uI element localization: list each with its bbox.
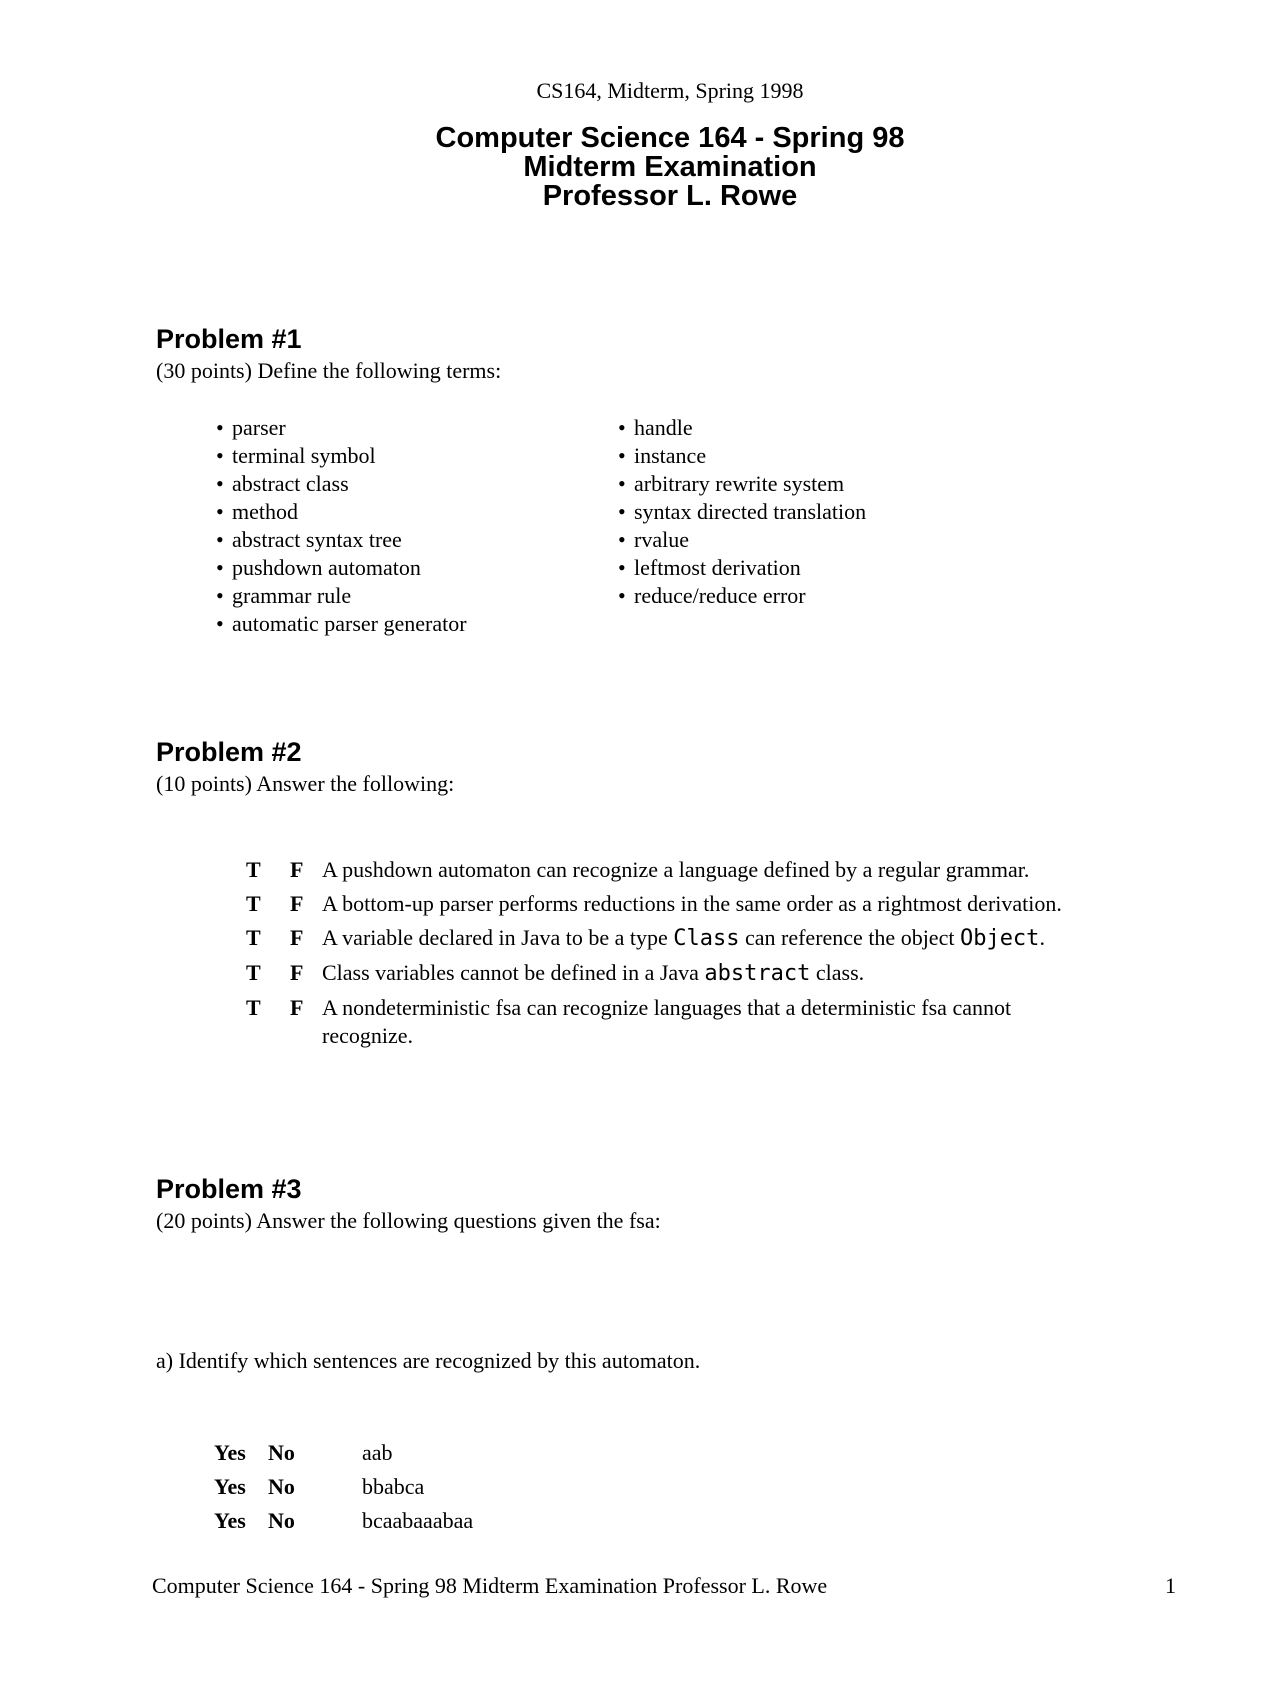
false-option[interactable]: F — [290, 925, 304, 950]
yes-option[interactable]: Yes — [214, 1474, 246, 1499]
term-text: pushdown automaton — [232, 555, 421, 580]
code-abstract: abstract — [704, 961, 811, 986]
running-header: CS164, Midterm, Spring 1998 — [536, 78, 804, 103]
false-option[interactable]: F — [290, 891, 304, 916]
bullet-icon: • — [618, 527, 626, 552]
question-text-part: can reference the object — [739, 925, 960, 950]
question-text-part: . — [1039, 925, 1045, 950]
term-text: leftmost derivation — [634, 555, 801, 580]
term-text: instance — [634, 443, 707, 468]
term-item — [618, 582, 866, 610]
term-text: arbitrary rewrite system — [634, 471, 845, 496]
term-text: reduce/reduce error — [634, 583, 806, 608]
page-number: 1 — [1165, 1573, 1176, 1598]
term-item — [216, 526, 467, 554]
yes-no-row — [214, 1504, 614, 1538]
term-item — [216, 470, 467, 498]
term-item — [618, 554, 866, 582]
problem-2-intro: (10 points) Answer the following: — [156, 771, 455, 796]
bullet-icon: • — [216, 415, 224, 440]
term-item — [216, 582, 467, 610]
no-option[interactable]: No — [268, 1474, 295, 1499]
term-item — [618, 498, 866, 526]
problem-1-intro: (30 points) Define the following terms: — [156, 358, 502, 383]
tf-question — [246, 994, 1106, 1050]
true-option[interactable]: T — [246, 857, 261, 882]
bullet-icon: • — [618, 471, 626, 496]
code-object: Object — [959, 926, 1040, 951]
bullet-icon: • — [216, 611, 224, 636]
term-item — [618, 442, 866, 470]
question-text-part: class. — [810, 960, 865, 985]
bullet-icon: • — [216, 527, 224, 552]
term-item — [618, 470, 866, 498]
bullet-icon: • — [618, 415, 626, 440]
question-text: A pushdown automaton can recognize a language defined by a regular grammar. — [322, 857, 1030, 882]
true-false-list — [246, 856, 1106, 1056]
question-text-part: A variable declared in Java to be a type — [322, 925, 674, 950]
term-list-right — [618, 414, 866, 610]
bullet-icon: • — [618, 583, 626, 608]
bullet-icon: • — [216, 555, 224, 580]
problem-1-heading: Problem #1 — [156, 324, 302, 354]
term-item — [618, 526, 866, 554]
bullet-icon: • — [618, 555, 626, 580]
term-text: automatic parser generator — [232, 611, 467, 636]
tf-question — [246, 890, 1106, 918]
term-text: terminal symbol — [232, 443, 376, 468]
term-text: method — [232, 499, 298, 524]
sentence-text: bcaabaaabaa — [362, 1508, 474, 1533]
yes-no-row — [214, 1436, 614, 1470]
page-footer: Computer Science 164 - Spring 98 Midterm Examination Professor L. Rowe — [152, 1573, 828, 1598]
bullet-icon: • — [216, 583, 224, 608]
term-text: rvalue — [634, 527, 689, 552]
document-title — [0, 124, 1280, 211]
term-list-left — [216, 414, 467, 638]
problem-2-heading: Problem #2 — [156, 737, 302, 767]
term-text: parser — [232, 415, 286, 440]
yes-option[interactable]: Yes — [214, 1440, 246, 1465]
tf-question — [246, 924, 1106, 953]
term-text: syntax directed translation — [634, 499, 867, 524]
question-text: A nondeterministic fsa can recognize languages that a deterministic fsa cannot recognize. — [322, 995, 1012, 1048]
term-text: handle — [634, 415, 693, 440]
bullet-icon: • — [618, 443, 626, 468]
question-text — [322, 960, 864, 985]
question-text: A bottom-up parser performs reductions in the same order as a rightmost derivation. — [322, 891, 1062, 916]
bullet-icon: • — [618, 499, 626, 524]
no-option[interactable]: No — [268, 1508, 295, 1533]
false-option[interactable]: F — [290, 995, 304, 1020]
problem-3-heading: Problem #3 — [156, 1174, 302, 1204]
true-option[interactable]: T — [246, 925, 261, 950]
term-item — [216, 414, 467, 442]
sentence-text: aab — [362, 1440, 393, 1465]
problem-3-intro: (20 points) Answer the following questions given the fsa: — [156, 1208, 661, 1233]
sentence-text: bbabca — [362, 1474, 425, 1499]
bullet-icon: • — [216, 443, 224, 468]
term-text: grammar rule — [232, 583, 352, 608]
no-option[interactable]: No — [268, 1440, 295, 1465]
true-option[interactable]: T — [246, 891, 261, 916]
tf-question — [246, 856, 1106, 884]
term-text: abstract syntax tree — [232, 527, 402, 552]
term-item — [216, 610, 467, 638]
term-item — [618, 414, 866, 442]
true-option[interactable]: T — [246, 960, 261, 985]
term-item — [216, 442, 467, 470]
tf-question — [246, 959, 1106, 988]
problem-3-part-a: a) Identify which sentences are recognized by this automaton. — [156, 1348, 701, 1373]
true-option[interactable]: T — [246, 995, 261, 1020]
yes-no-list — [214, 1436, 614, 1538]
false-option[interactable]: F — [290, 960, 304, 985]
term-item — [216, 554, 467, 582]
code-class: Class — [673, 926, 740, 951]
bullet-icon: • — [216, 499, 224, 524]
term-text: abstract class — [232, 471, 349, 496]
title-line-1: Computer Science 164 - Spring 98 — [435, 122, 905, 154]
yes-option[interactable]: Yes — [214, 1508, 246, 1533]
title-line-3: Professor L. Rowe — [542, 180, 798, 212]
title-line-2: Midterm Examination — [523, 151, 817, 183]
question-text — [322, 925, 1045, 950]
question-text-part: Class variables cannot be defined in a Java — [322, 960, 705, 985]
false-option[interactable]: F — [290, 857, 304, 882]
bullet-icon: • — [216, 471, 224, 496]
yes-no-row — [214, 1470, 614, 1504]
term-item — [216, 498, 467, 526]
